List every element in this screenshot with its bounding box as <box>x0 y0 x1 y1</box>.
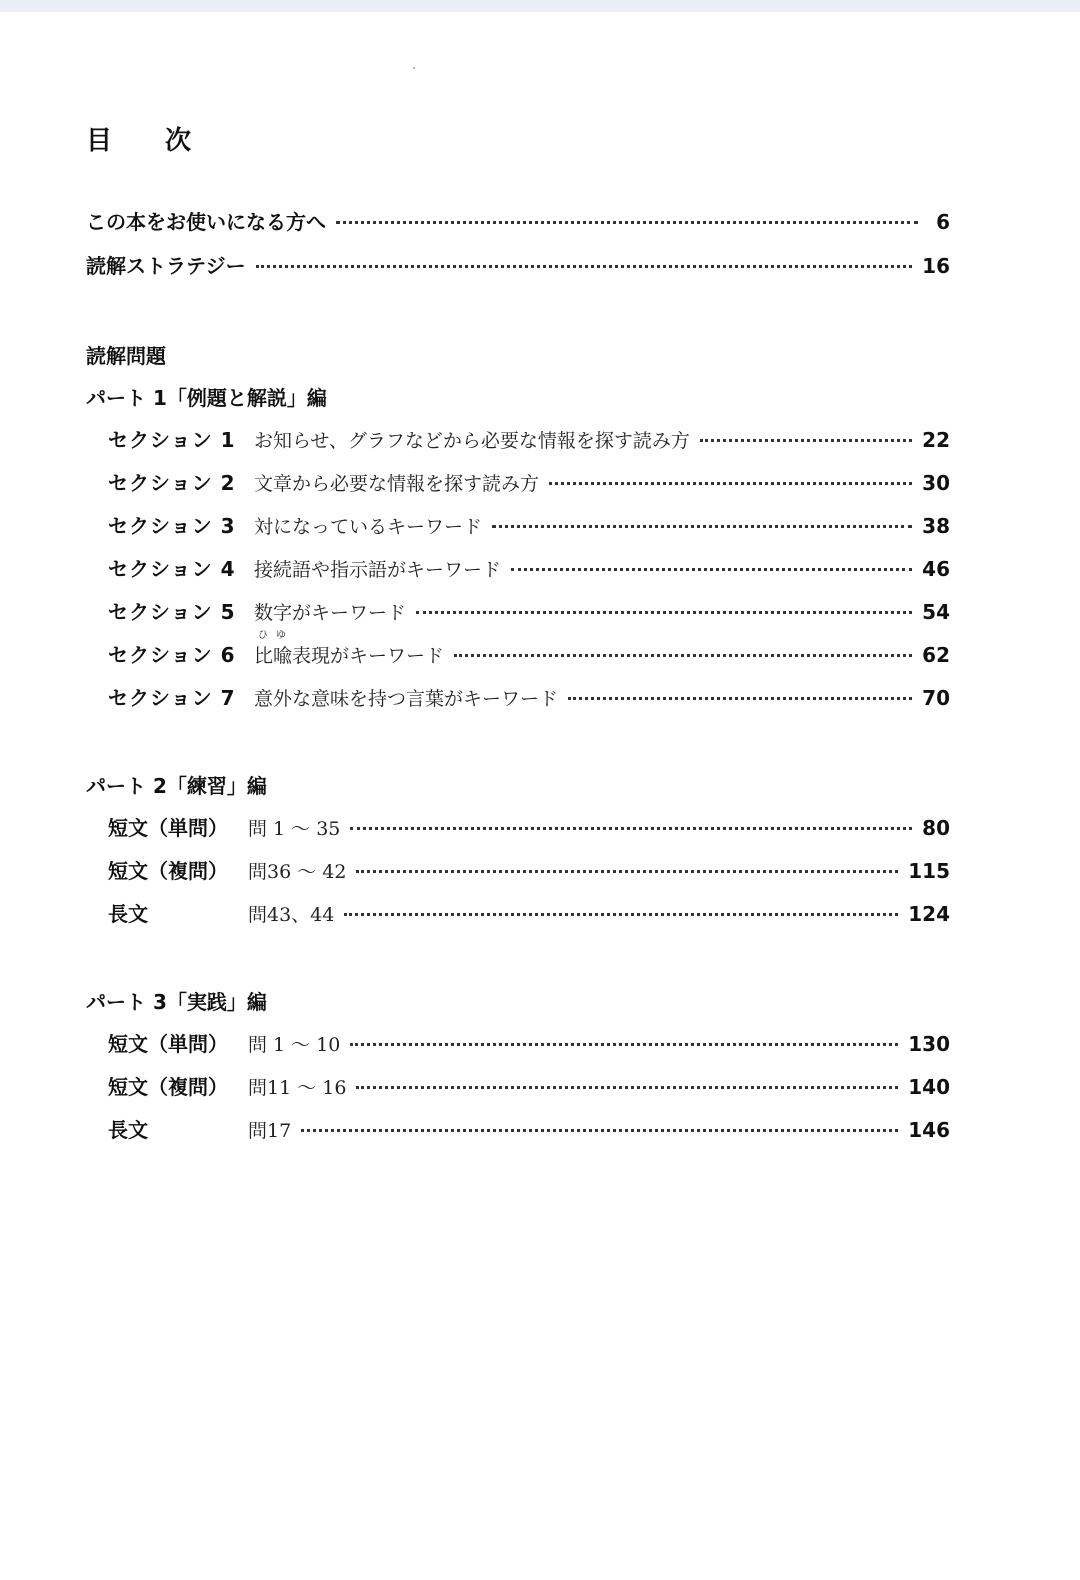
entry-title: お知らせ、グラフなどから必要な情報を探す読み方 <box>254 430 690 452</box>
dot-leader <box>344 913 898 916</box>
type-label: 短文（複問） <box>108 1075 228 1099</box>
question-range: 問43、44 <box>248 904 335 926</box>
page-number: 46 <box>922 557 950 581</box>
question-range: 問36 ～ 42 <box>248 861 347 883</box>
dot-leader <box>568 697 912 700</box>
page-number: 140 <box>908 1075 950 1099</box>
entry-title: 比喩表現がキーワード <box>254 645 445 667</box>
dot-leader <box>350 1043 898 1046</box>
question-range: 問 1 ～ 10 <box>248 1034 341 1056</box>
page-number: 16 <box>922 254 950 278</box>
type-label: 短文（単問） <box>108 816 228 840</box>
part1-heading: パート 1「例題と解説」編 <box>86 386 327 410</box>
entry-title: 接続語や指示語がキーワード <box>254 559 502 581</box>
part3-heading: パート 3「実践」編 <box>86 990 267 1014</box>
dot-leader <box>256 265 913 268</box>
entry-title: 文章から必要な情報を探す読み方 <box>254 473 540 495</box>
toc-entry[interactable] <box>108 1114 950 1146</box>
page-number: 130 <box>908 1032 950 1056</box>
page-number: 70 <box>922 686 950 710</box>
page-number: 124 <box>908 902 950 926</box>
dot-leader <box>356 1086 898 1089</box>
toc-entry[interactable] <box>108 1028 950 1060</box>
toc-entry[interactable] <box>108 855 950 887</box>
page-number: 38 <box>922 514 950 538</box>
section-label: セクション 7 <box>108 686 236 710</box>
dot-leader <box>336 221 918 224</box>
toc-entry[interactable] <box>108 898 950 930</box>
entry-title: 対になっているキーワード <box>254 516 483 538</box>
entry-title: 読解ストラテジー <box>86 254 246 278</box>
toc-entry[interactable] <box>108 596 950 628</box>
entry-title: 数字がキーワード <box>254 602 407 624</box>
section-label: セクション 4 <box>108 557 236 581</box>
ruby-reading: ひゆ <box>258 630 294 641</box>
question-range: 問 1 ～ 35 <box>248 818 341 840</box>
type-label: 長文 <box>108 902 148 926</box>
dot-leader <box>549 482 912 485</box>
page-number: 62 <box>922 643 950 667</box>
dot-leader <box>301 1129 898 1132</box>
section-label: セクション 1 <box>108 428 236 452</box>
entry-title: この本をお使いになる方へ <box>86 210 326 234</box>
type-label: 短文（複問） <box>108 859 228 883</box>
page-number: 146 <box>908 1118 950 1142</box>
dot-leader <box>700 439 912 442</box>
toc-entry[interactable] <box>108 553 950 585</box>
page-number: 30 <box>922 471 950 495</box>
section-label: セクション 2 <box>108 471 236 495</box>
toc-entry[interactable] <box>108 812 950 844</box>
dot-leader <box>350 827 912 830</box>
page-number: 6 <box>936 210 950 234</box>
page-title: 目 次 <box>86 126 214 156</box>
page-number: 54 <box>922 600 950 624</box>
section-label: セクション 3 <box>108 514 236 538</box>
type-label: 長文 <box>108 1118 148 1142</box>
toc-entry[interactable] <box>86 206 950 238</box>
top-bar <box>0 0 1080 12</box>
question-range: 問11 ～ 16 <box>248 1077 347 1099</box>
toc-entry[interactable] <box>108 630 950 671</box>
scan-speck <box>413 67 415 69</box>
toc-entry[interactable] <box>108 682 950 714</box>
entry-title: 意外な意味を持つ言葉がキーワード <box>254 688 559 710</box>
page-number: 115 <box>908 859 950 883</box>
dot-leader <box>454 654 912 657</box>
toc-entry[interactable] <box>108 1071 950 1103</box>
toc-entry[interactable] <box>108 424 950 456</box>
toc-entry[interactable] <box>108 467 950 499</box>
type-label: 短文（単問） <box>108 1032 228 1056</box>
part2-heading: パート 2「練習」編 <box>86 774 267 798</box>
dot-leader <box>511 568 912 571</box>
section-heading: 読解問題 <box>86 344 166 368</box>
page-number: 80 <box>922 816 950 840</box>
dot-leader <box>492 525 912 528</box>
section-label: セクション 6 <box>108 643 236 667</box>
page-number: 22 <box>922 428 950 452</box>
dot-leader <box>356 870 898 873</box>
question-range: 問17 <box>248 1120 292 1142</box>
entry-title-with-ruby <box>254 630 445 668</box>
toc-entry[interactable] <box>108 510 950 542</box>
toc-entry[interactable] <box>86 250 950 282</box>
dot-leader <box>416 611 912 614</box>
section-label: セクション 5 <box>108 600 236 624</box>
